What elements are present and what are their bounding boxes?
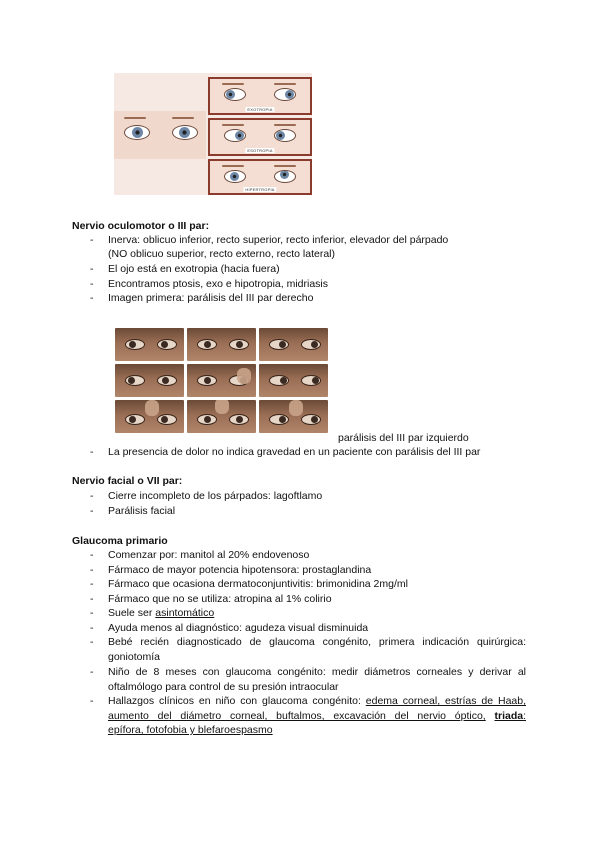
- list-item: La presencia de dolor no indica gravedad en un paciente con parálisis del III par: [108, 446, 481, 458]
- section-title-oculomotor: Nervio oculomotor o III par:: [72, 220, 210, 232]
- list-item: Comenzar por: manitol al 20% endovenoso: [108, 549, 310, 561]
- primary-gaze-face: [114, 111, 206, 159]
- figure-caption: parálisis del III par izquierdo: [338, 432, 469, 444]
- list-item: Fármaco que ocasiona dermatoconjuntivitis: brimonidina 2mg/ml: [108, 578, 408, 590]
- list-item: Cierre incompleto de los párpados: lagoftlamo: [108, 490, 323, 502]
- list-item: El ojo está en exotropia (hacia fuera): [108, 263, 280, 275]
- list-item: Suele ser asintomático: [108, 607, 215, 619]
- underlined-term: asintomático: [155, 607, 215, 619]
- list-item-continuation: oftalmólogo para control de su presión intraocular: [108, 681, 339, 693]
- section-title-facial: Nervio facial o VII par:: [72, 475, 183, 487]
- list-item: Encontramos ptosis, exo e hipotropia, midriasis: [108, 278, 329, 290]
- third-nerve-palsy-photo-grid: [115, 328, 329, 433]
- list-item: Parálisis facial: [108, 505, 176, 517]
- esotropia-label: ESOTROPIA: [247, 148, 273, 153]
- hipertropia-tile: [208, 159, 312, 195]
- section-title-glaucoma: Glaucoma primario: [72, 535, 168, 547]
- exotropia-label: EXOTROPIA: [247, 107, 273, 112]
- list-item: Fármaco que no se utiliza: atropina al 1% colirio: [108, 593, 332, 605]
- list-item-continuation: goniotomía: [108, 651, 160, 663]
- list-item: Niño de 8 meses con glaucoma congénito: medir diámetros corneales y derivar al: [108, 666, 526, 678]
- list-item: Ayuda menos al diagnóstico: agudeza visual disminuida: [108, 622, 369, 634]
- list-item: Fármaco de mayor potencia hipotensora: prostaglandina: [108, 564, 372, 576]
- list-item: Hallazgos clínicos en niño con glaucoma congénito: edema corneal, estrías de Haab,: [108, 695, 526, 707]
- exotropia-tile: [208, 77, 312, 115]
- esotropia-tile: [208, 118, 312, 156]
- list-item: Imagen primera: parálisis del III par derecho: [108, 292, 314, 304]
- list-item-continuation: epífora, fotofobia y blefaroespasmo: [108, 724, 273, 736]
- list-item: Bebé recién diagnosticado de glaucoma congénito, primera indicación quirúrgica:: [108, 636, 526, 648]
- hipertropia-label: HIPERTROPIA: [245, 187, 275, 192]
- strabismus-figure: [114, 73, 312, 195]
- list-item: Inerva: oblicuo inferior, recto superior, recto inferior, elevador del párpado: [108, 234, 449, 246]
- list-item-continuation: (NO oblicuo superior, recto externo, recto lateral): [108, 248, 336, 260]
- list-item-continuation: aumento del diámetro corneal, buftalmos, excavación del nervio óptico, triada:: [108, 710, 526, 722]
